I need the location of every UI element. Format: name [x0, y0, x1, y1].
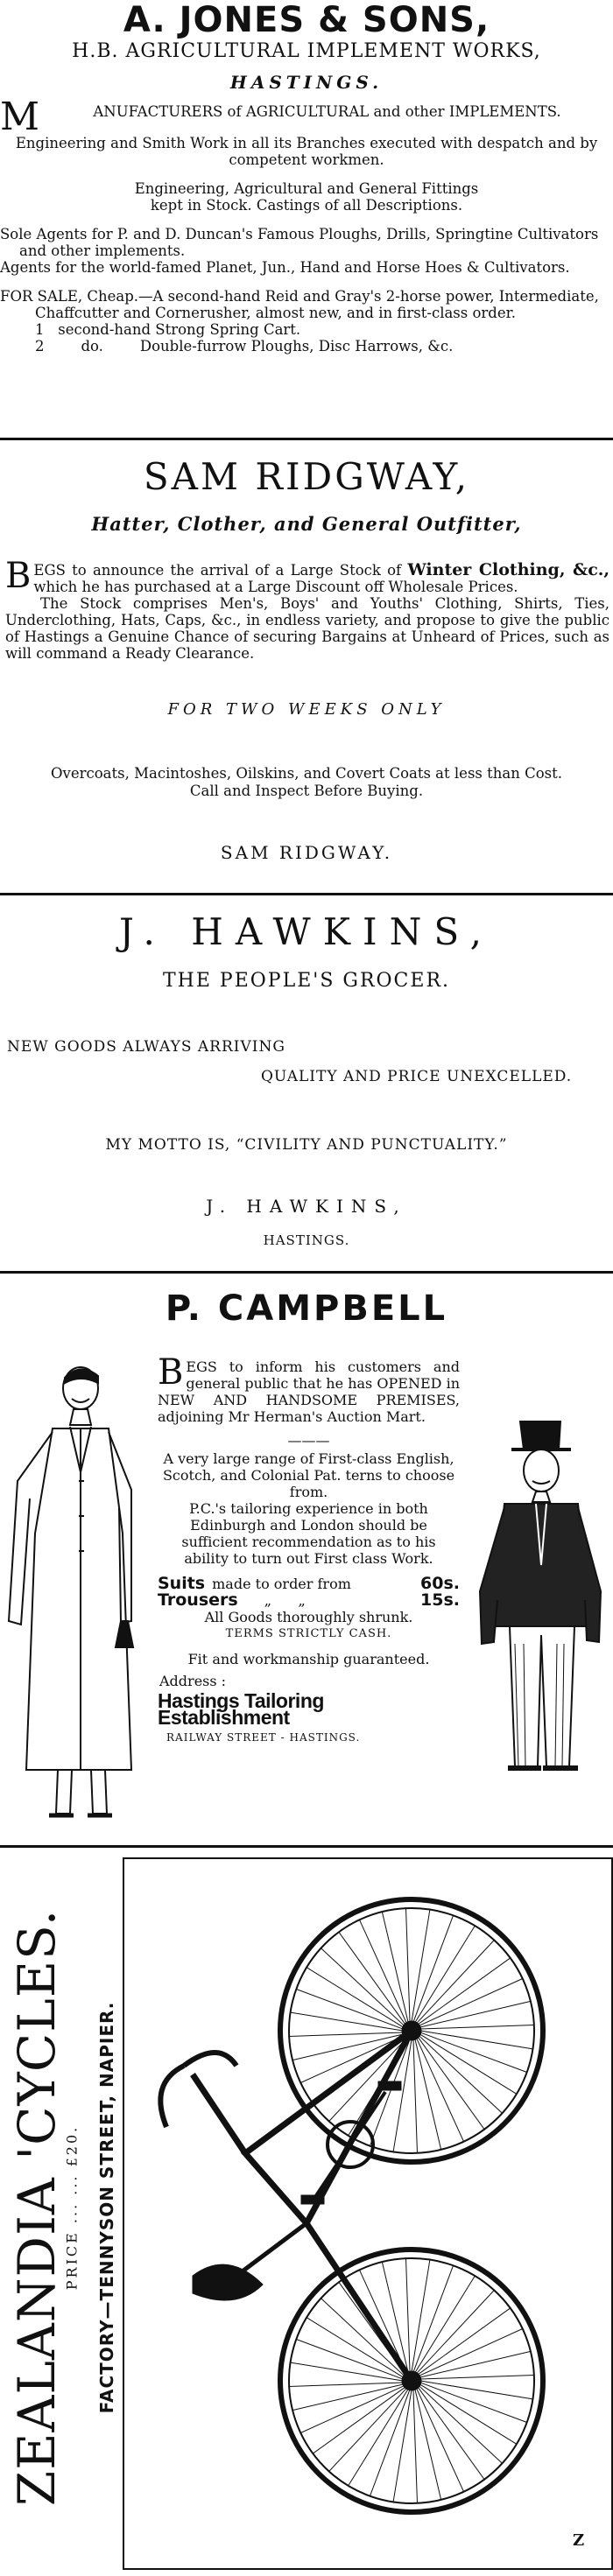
campbell-trousers-row — [158, 1592, 460, 1609]
divider — [0, 1845, 613, 1848]
bicycle-spoke — [417, 2038, 464, 2141]
bicycle-spoke — [420, 2032, 527, 2073]
bicycle-spoke — [291, 2362, 403, 2381]
bicycle-spoke — [359, 1920, 406, 2023]
bicycle-spoke — [306, 1968, 404, 2027]
bicycle-spoke — [412, 1910, 430, 2022]
gentleman-long-coat-illustration — [0, 1358, 149, 1831]
hawkins-town: HASTINGS. — [263, 1232, 350, 1248]
gentleman-top-hat-illustration — [462, 1416, 613, 1793]
hawkins-quality: QUALITY AND PRICE UNEXCELLED. — [261, 1068, 573, 1085]
ridgway-p1 — [5, 556, 609, 596]
bicycle-spoke — [413, 2390, 418, 2503]
jones-p3: Engineering, Agricultural and General Fittings kept in Stock. Castings of all Descriptions. — [134, 180, 479, 214]
divider — [0, 1271, 613, 1274]
bicycle-spoke — [419, 2351, 531, 2377]
jones-p2: Engineering and Smith Work in all its Branches executed with despatch and by competent workmen. — [15, 135, 598, 168]
jones-for-sale: FOR SALE, Cheap.—A second-hand Reid and Gray's 2-horse power, Intermediate, Chaffcutter and Cornerusher, almost new, and in first-class order. — [0, 288, 599, 321]
jones-body — [0, 95, 613, 354]
jones-dropcap: M — [0, 95, 40, 139]
jones-item-1: 1 second-hand Strong Spring Cart. — [35, 321, 301, 338]
hawkins-signature: J. HAWKINS, — [206, 1196, 407, 1217]
campbell-experience: P.C.'s tailoring experience in both Edinburgh and London should be sufficient recommendation as to his ability to turn out First class Work. — [181, 1500, 436, 1567]
campbell-body — [158, 1352, 460, 1746]
bicycle-illustration — [131, 1864, 604, 2556]
jones-p1-text: ANUFACTURERS of AGRICULTURAL and other IMPLEMENTS. — [93, 103, 561, 120]
jones-subtitle: H.B. AGRICULTURAL IMPLEMENT WORKS, — [72, 40, 541, 62]
bicycle-spoke — [393, 2390, 412, 2502]
campbell-terms: TERMS STRICTLY CASH. — [225, 1627, 392, 1640]
bicycle-spoke — [406, 2258, 411, 2372]
ridgway-p2: The Stock comprises Men's, Boys' and Youths' Clothing, Shirts, Ties, Underclothing, Hats, Caps, &c., in endless variety, and propose to give the public of Hastings a Genuine Chance of securing Bargains at Unheard of Prices, such as will command a Ready Clearance. — [5, 595, 609, 662]
bicycle-spoke — [419, 2001, 531, 2027]
bicycle-spoke — [339, 1932, 405, 2025]
jones-p5: Agents for the world-famed Planet, Jun., Hand and Horse Hoes & Cultivators. — [0, 259, 570, 276]
bicycle-spoke — [420, 2383, 527, 2423]
hawkins-new-goods: NEW GOODS ALWAYS ARRIVING — [7, 1038, 285, 1056]
campbell-title: P. CAMPBELL — [165, 1288, 448, 1329]
bicycle-spoke — [413, 2265, 454, 2372]
bicycle-spoke — [418, 2037, 484, 2130]
ridgway-p1-bold: Winter Clothing, &c., — [407, 560, 609, 579]
ridgway-title: SAM RIDGWAY, — [143, 455, 470, 498]
bicycle-spoke — [349, 2389, 408, 2486]
jones-gap — [0, 214, 613, 226]
zealandia-mark: Z — [573, 2531, 585, 2550]
jones-town: HASTINGS. — [229, 72, 384, 93]
hawkins-motto: MY MOTTO IS, “CIVILITY AND PUNCTUALITY.” — [105, 1136, 508, 1154]
campbell-trousers-ditto: „ „ — [264, 1592, 306, 1609]
jones-title: A. JONES & SONS, — [123, 0, 490, 40]
jones-gap — [0, 276, 613, 288]
bicycle-spoke — [418, 2308, 511, 2375]
ridgway-dropcap: B — [5, 556, 32, 596]
bicycle-spoke — [412, 2260, 430, 2372]
campbell-range: A very large range of First-class English, Scotch, and Colonial Pat. terns to choose from. — [162, 1450, 455, 1500]
bicycle-spoke — [413, 2039, 418, 2153]
campbell-suits-text: made to order from — [212, 1576, 351, 1592]
bicycle-spoke — [413, 1915, 454, 2022]
bicycle-spoke — [289, 2032, 403, 2037]
ridgway-p1-b: which he has purchased at a Large Discount off Wholesale Prices. — [33, 579, 518, 595]
jones-item-2: 2 do. Double-furrow Ploughs, Disc Harrows, &c. — [35, 338, 454, 354]
campbell-suits-label: Suits — [158, 1574, 206, 1593]
bicycle-spoke — [370, 2390, 410, 2496]
bicycle-spoke — [419, 2034, 517, 2094]
campbell-prices — [158, 1576, 460, 1609]
ridgway-body — [5, 556, 609, 662]
hawkins-subtitle: THE PEOPLE'S GROCER. — [162, 970, 451, 992]
bicycle-spoke — [415, 2389, 441, 2500]
bicycle-spoke — [420, 2381, 532, 2399]
campbell-address-label: Address : — [159, 1673, 227, 1689]
ridgway-overcoats — [0, 765, 613, 800]
ridgway-p1-a: EGS to announce the arrival of a Large Stock of — [33, 562, 408, 579]
campbell-intro — [158, 1352, 460, 1425]
campbell-street: RAILWAY STREET - HASTINGS. — [166, 1731, 361, 1744]
divider — [0, 438, 613, 440]
campbell-shrunk: All Goods thoroughly shrunk. — [204, 1609, 413, 1625]
campbell-fit: Fit and workmanship guaranteed. — [187, 1651, 430, 1667]
bicycle-spoke — [419, 2384, 517, 2444]
hawkins-title: J. HAWKINS, — [118, 910, 495, 953]
bicycle-spoke — [313, 2387, 405, 2453]
campbell-suits-price: 60s. — [420, 1574, 460, 1593]
bicycle-spoke — [420, 2025, 534, 2030]
campbell-establishment: Hastings Tailoring Establishment — [158, 1689, 324, 1729]
bicycle-spoke — [418, 1958, 511, 2025]
bicycle-spoke — [300, 2386, 404, 2433]
bicycle-spoke — [292, 2384, 404, 2411]
campbell-trousers-label: Trousers — [158, 1590, 238, 1610]
bicycle-spoke — [420, 2376, 534, 2380]
bicycle-spoke — [419, 1978, 522, 2025]
divider — [0, 893, 613, 895]
jones-p4: Sole Agents for P. and D. Duncan's Famous Ploughs, Drills, Springtine Cultivators and other implements. — [0, 226, 599, 259]
ridgway-subtitle: Hatter, Clother, and General Outfitter, — [91, 513, 522, 535]
ridgway-weeks: FOR TWO WEEKS ONLY — [167, 700, 446, 719]
ridgway-signature: SAM RIDGWAY. — [220, 842, 393, 863]
bicycle-spoke — [420, 2031, 532, 2049]
campbell-intro-text: EGS to inform his customers and general public that he has OPENED in NEW AND HANDSOME PREMISES, adjoining Mr Herman's Auction Mart. — [158, 1358, 460, 1425]
ridgway-call-line: Call and Inspect Before Buying. — [189, 783, 424, 799]
jones-gap — [0, 168, 613, 180]
bicycle-spoke — [417, 2388, 464, 2491]
bicycle-spoke — [291, 2012, 403, 2031]
bicycle-spoke — [382, 1912, 408, 2023]
bicycle-spoke — [418, 2387, 484, 2480]
ridgway-overcoats-line: Overcoats, Macintoshes, Oilskins, and Covert Coats at less than Cost. — [51, 765, 562, 782]
campbell-trousers-price: 15s. — [420, 1590, 460, 1610]
bicycle-spoke — [419, 2328, 522, 2376]
campbell-short-rule: ——— — [287, 1432, 330, 1449]
campbell-dropcap: B — [158, 1352, 184, 1393]
bicycle-spoke — [296, 1989, 403, 2029]
jones-p1 — [0, 95, 613, 139]
zealandia-factory: FACTORY—TENNYSON STREET, NAPIER. — [96, 2001, 117, 2414]
bicycle-spoke — [415, 2276, 475, 2373]
bicycle-spoke — [406, 1908, 411, 2022]
bicycle-spoke — [415, 2039, 441, 2150]
bicycle-spoke — [415, 1926, 475, 2023]
zealandia-name: ZEALANDIA 'CYCLES. — [7, 1908, 67, 2507]
bicycle-spoke — [289, 2383, 403, 2387]
zealandia-price: PRICE ... ... £20. — [63, 2124, 81, 2291]
